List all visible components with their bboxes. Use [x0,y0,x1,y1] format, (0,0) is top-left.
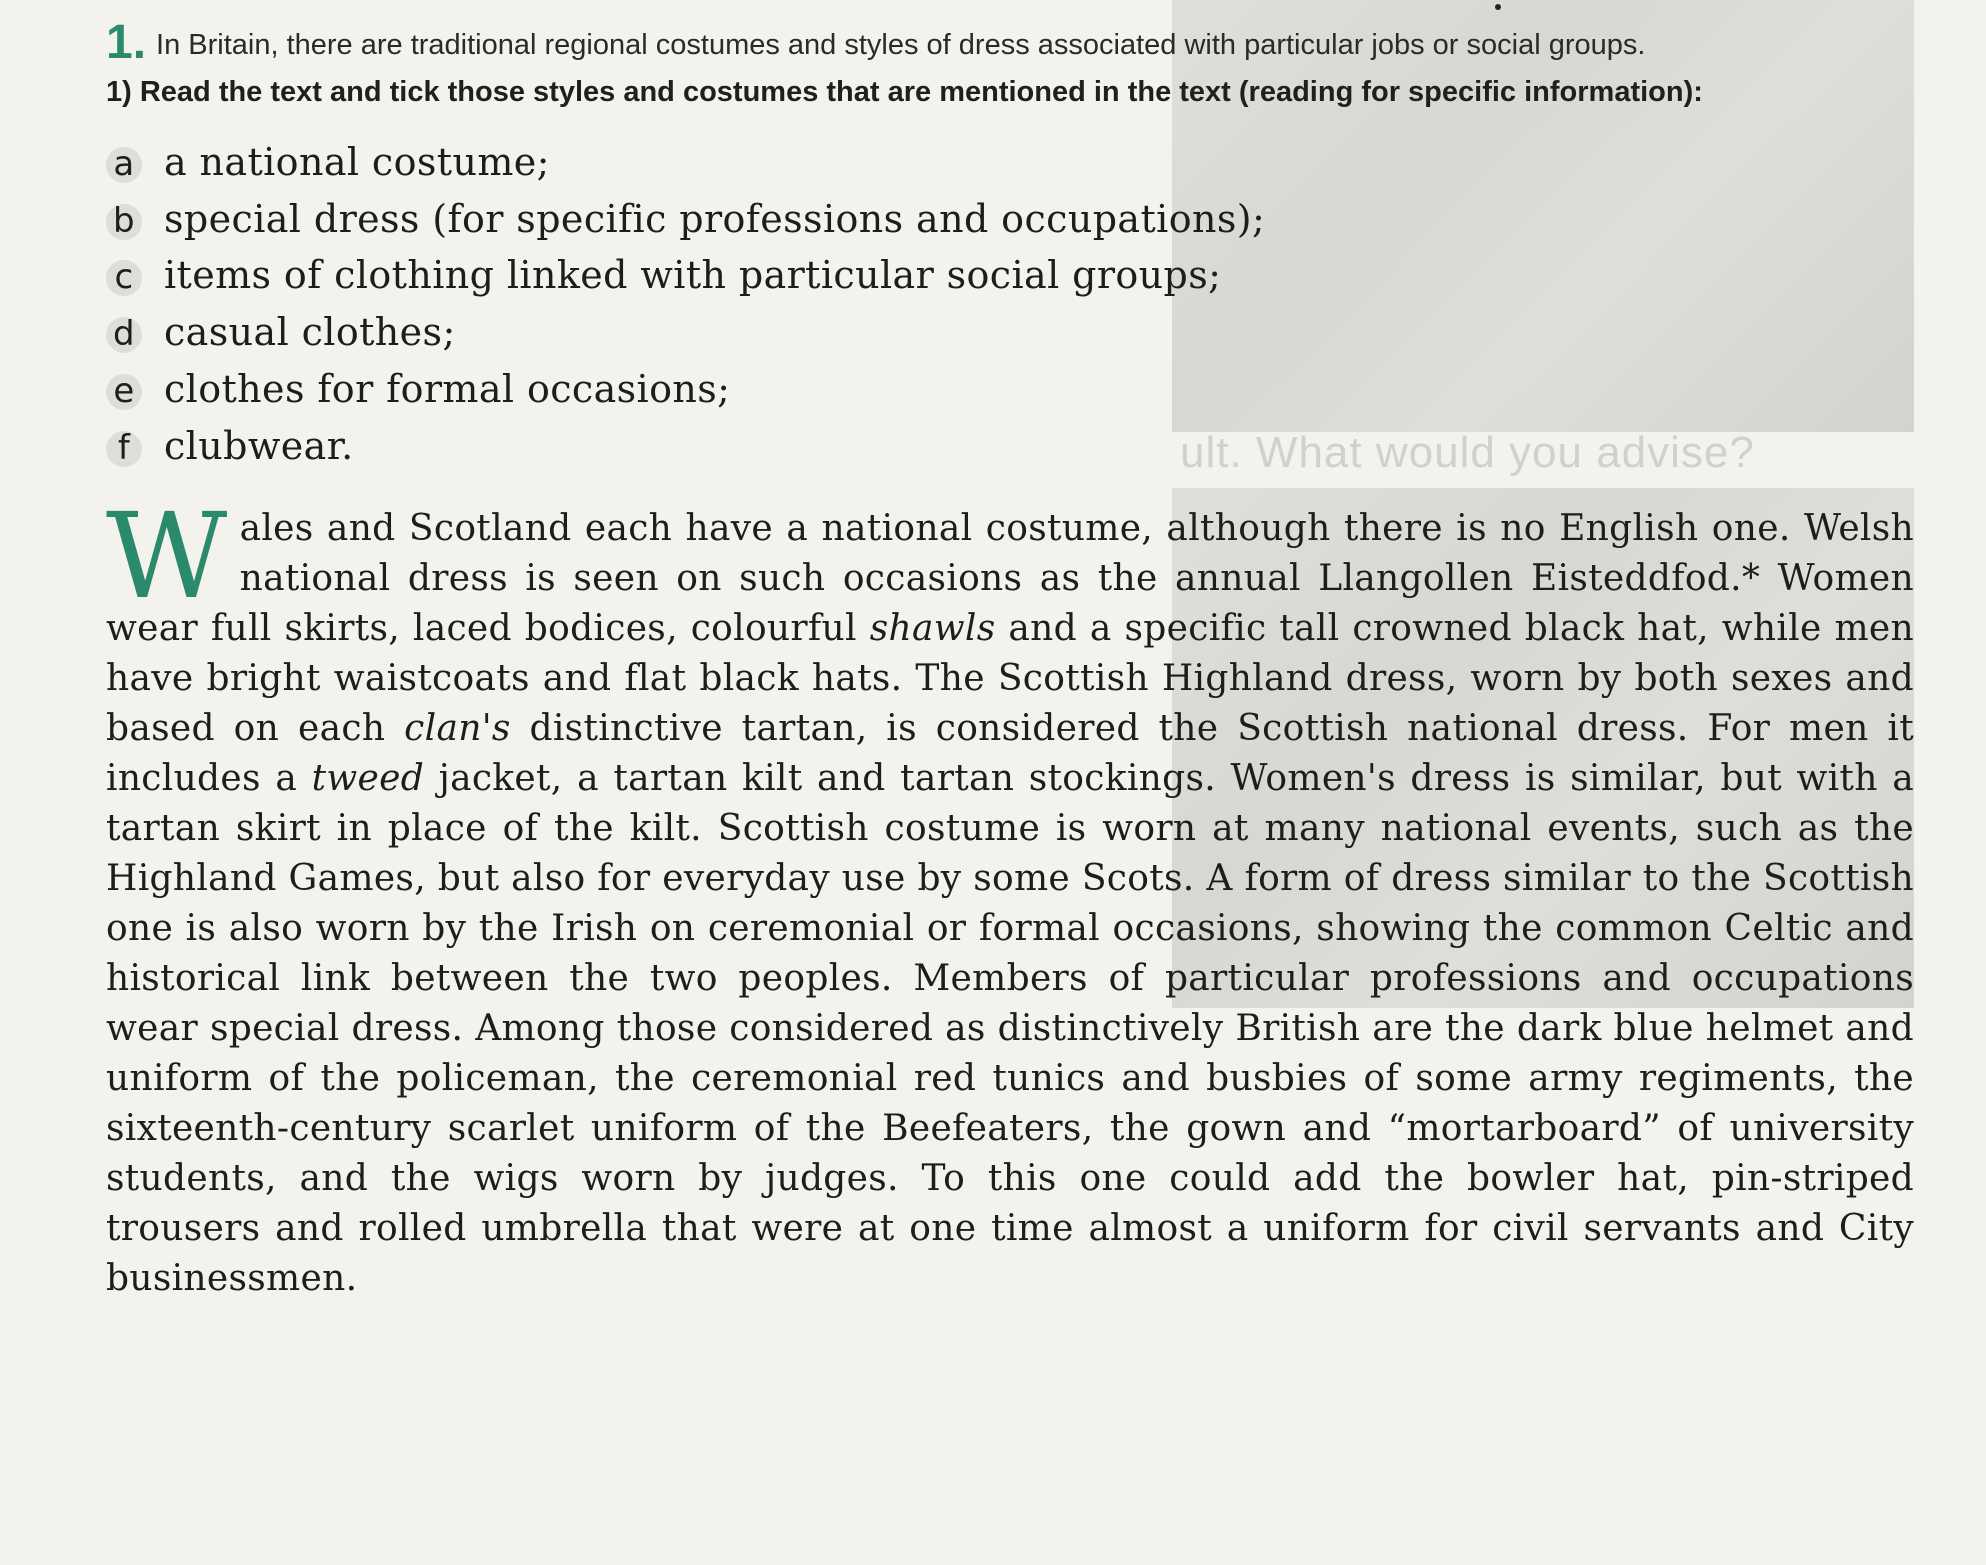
option-text: clothes for formal occasions; [164,366,731,411]
option-letter: a [106,147,142,183]
passage-text-3: distinctive tartan, is considered the Scottish national dress. For men it includes a [106,708,1914,800]
option-letter: c [106,260,142,296]
option-letter: f [106,431,142,467]
glossary-word-tweed: tweed [311,758,425,800]
option-text: a national costume; [164,140,550,184]
option-text: casual clothes; [164,310,456,355]
option-text: special dress (for specific professions and occupations); [164,196,1266,241]
task-intro-text: In Britain, there are traditional regional costumes and styles of dress associated with particular jobs or social groups. [156,29,1646,61]
task-intro [106,16,1914,69]
reading-passage [106,487,1914,1304]
glossary-word-clans: clan's [404,708,511,750]
option-text: items of clothing linked with particular social groups; [164,253,1222,298]
option-b[interactable] [106,191,1914,248]
option-c[interactable] [106,247,1914,304]
bleed-through-text: ult. What would you advise? [1180,428,1755,477]
option-f[interactable] [106,418,1914,475]
option-letter: e [106,374,142,410]
passage-text-1: ales and Scotland each have a national costume, although there is no English one. Welsh national dress is seen on such occasions as the annual Llangollen Eisteddfod.* Women wear full skirts, laced bodices, colourful [106,508,1914,650]
glossary-word-shawls: shawls [869,608,996,650]
option-e[interactable] [106,361,1914,418]
task-number: 1. [106,16,147,69]
page-mark [1495,4,1501,10]
passage-text-2: and a specific tall crowned black hat, while men have bright waistcoats and flat black hats. The Scottish Highland dress, worn by both sexes and based on each [106,608,1914,750]
passage-text-4: jacket, a tartan kilt and tartan stockings. Women's dress is similar, but with a tartan skirt in place of the kilt. Scottish costume is worn at many national events, such as the Highland Games, but also for everyday use by some Scots. A form of dress similar to the Scottish one is also worn by the Irish on ceremonial or formal occasions, showing the common Celtic and historical link between the two peoples. Members of particular professions and occupations wear special dress. Among those considered as distinctively British are the dark blue helmet and uniform of the policeman, the ceremonial red tunics and busbies of some army regiments, the sixteenth-century scarlet uniform of the Beefeaters, the gown and “mortarboard” of university students, and the wigs worn by judges. To this one could add the bowler hat, pin-striped trousers and rolled umbrella that were at one time almost a uniform for civil servants and City businessmen. [106,758,1914,1300]
options-list [106,134,1914,474]
task-instruction: 1) Read the text and tick those styles and costumes that are mentioned in the text (reading for specific information): [106,76,1703,108]
option-letter: d [106,317,142,353]
option-d[interactable] [106,304,1914,361]
page-content [106,16,1914,1304]
drop-cap: W [106,487,228,626]
option-letter: b [106,204,142,240]
option-text: clubwear. [164,423,354,468]
option-a[interactable] [106,134,1914,191]
